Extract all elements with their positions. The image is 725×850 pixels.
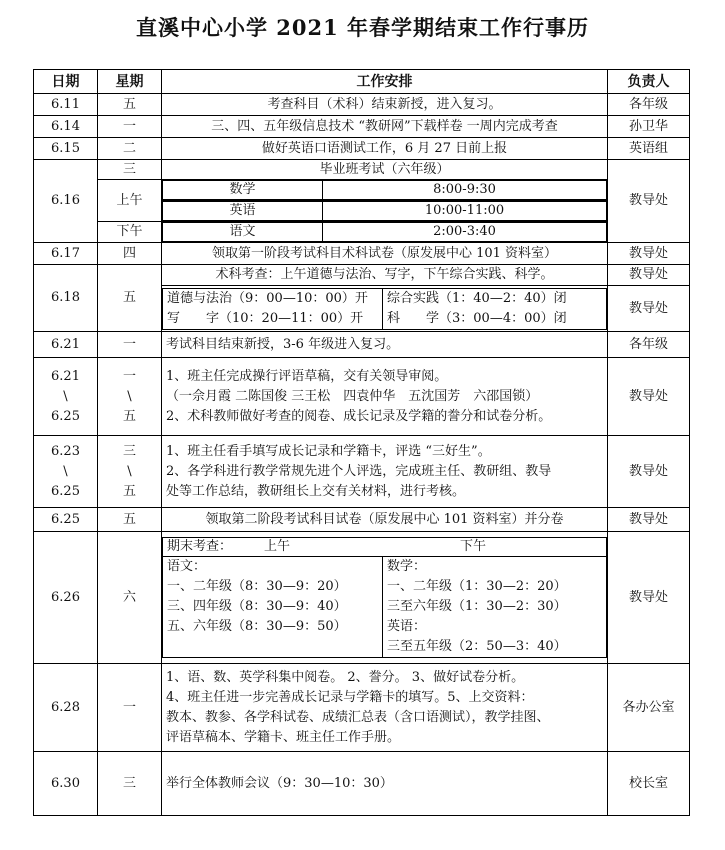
table-row (34, 265, 690, 286)
owner-cell: 各年级 (608, 94, 690, 116)
weekday-cell: 四 (98, 243, 162, 265)
table-row (34, 358, 690, 436)
exam-time: 8:00-9:30 (323, 181, 607, 200)
table-row (34, 332, 690, 358)
table-row (34, 116, 690, 138)
work-cell: 做好英语口语测试工作，6 月 27 日前上报 (162, 138, 608, 160)
morning-exams: 语文： 一、二年级（8：30—9：20） 三、四年级（8：30—9：40） 五、六年级（8：30—9：50） (163, 557, 383, 658)
header-date: 日期 (34, 70, 98, 94)
header-weekday: 星期 (98, 70, 162, 94)
header-work: 工作安排 (162, 70, 608, 94)
exam-subject: 数学 (163, 181, 323, 200)
exam-cell (162, 222, 608, 243)
weekday-cell: 五 (98, 94, 162, 116)
weekday-range-cell: 一 \ 五 (98, 358, 162, 436)
afternoon-exams: 数学： 一、二年级（1：30—2：20） 三至六年级（1：30—2：30） 英语： 三至五年级（2：50—3：40） (383, 557, 607, 658)
exam-subject: 语文 (163, 223, 323, 242)
session-cell: 上午 (98, 180, 162, 222)
weekday-cell: 二 (98, 138, 162, 160)
owner-cell: 教导处 (608, 358, 690, 436)
page-title: 直溪中心小学 2021 年春学期结束工作行事历 (135, 15, 590, 40)
session-cell: 下午 (98, 222, 162, 243)
weekday-cell: 六 (98, 532, 162, 664)
table-row (34, 508, 690, 532)
exam-time: 10:00-11:00 (323, 202, 607, 221)
work-cell: 1、语、数、英学科集中阅卷。 2、誊分。 3、做好试卷分析。 4、班主任进一步完善成长记录与学籍卡的填写。5、上交资料： 教本、教参、各学科试卷、成绩汇总表（含口语测试），教学挂图、 评语草稿本、学籍卡、班主任工作手册。 (162, 664, 608, 752)
exam-cell (162, 180, 608, 201)
work-cell: 1、班主任看手填写成长记录和学籍卡，评选 “三好生”。 2、各学科进行教学常规先进个人评选，完成班主任、教研组、教导 处等工作总结，教研组长上交有关材料，进行考核。 (162, 436, 608, 508)
weekday-cell: 三 (98, 160, 162, 180)
owner-cell: 英语组 (608, 138, 690, 160)
table-row (34, 94, 690, 116)
date-cell: 6.14 (34, 116, 98, 138)
header-owner: 负责人 (608, 70, 690, 94)
table-row (34, 180, 690, 201)
final-exam-cell (162, 532, 608, 664)
afternoon-exams: 综合实践（1：40—2：40）闭 科 学（3：00—4：00）闭 (383, 288, 607, 329)
table-row (34, 243, 690, 265)
date-cell: 6.28 (34, 664, 98, 752)
work-cell: 1、班主任完成操行评语草稿，交有关领导审阅。 （一佘月霞 二陈国俊 三王松 四袁仲华 五沈国芳 六邵国锁） 2、术科教师做好考查的阅卷、成长记录及学籍的誊分和试卷分析。 (162, 358, 608, 436)
table-row (34, 222, 690, 243)
owner-cell: 各年级 (608, 332, 690, 358)
owner-cell: 教导处 (608, 286, 690, 332)
exam-time: 2:00-3:40 (323, 223, 607, 242)
work-cell: 领取第一阶段考试科目术科试卷（原发展中心 101 资料室） (162, 243, 608, 265)
date-cell: 6.26 (34, 532, 98, 664)
table-row (34, 532, 690, 664)
date-cell: 6.18 (34, 265, 98, 332)
date-cell: 6.21 (34, 332, 98, 358)
table-row (34, 436, 690, 508)
date-cell: 6.16 (34, 160, 98, 243)
work-cell: 考查科目（术科）结束新授，进入复习。 (162, 94, 608, 116)
weekday-cell: 一 (98, 116, 162, 138)
date-cell: 6.17 (34, 243, 98, 265)
date-cell: 6.15 (34, 138, 98, 160)
owner-cell: 孙卫华 (608, 116, 690, 138)
date-cell: 6.30 (34, 752, 98, 816)
morning-exams: 道德与法治（9：00—10：00）开 写 字（10：20—11：00）开 (163, 288, 383, 329)
owner-cell: 各办公室 (608, 664, 690, 752)
date-cell: 6.11 (34, 94, 98, 116)
owner-cell: 教导处 (608, 243, 690, 265)
table-row (34, 160, 690, 180)
work-cell: 毕业班考试（六年级） (162, 160, 608, 180)
date-cell: 6.25 (34, 508, 98, 532)
owner-cell: 教导处 (608, 508, 690, 532)
exam-subject: 英语 (163, 202, 323, 221)
owner-cell: 教导处 (608, 436, 690, 508)
weekday-cell: 三 (98, 752, 162, 816)
weekday-cell: 一 (98, 332, 162, 358)
weekday-cell: 一 (98, 664, 162, 752)
owner-cell: 校长室 (608, 752, 690, 816)
work-cell: 三、四、五年级信息技术 “教研网”下载样卷 一周内完成考查 (162, 116, 608, 138)
table-row (34, 138, 690, 160)
owner-cell: 教导处 (608, 532, 690, 664)
weekday-range-cell: 三 \ 五 (98, 436, 162, 508)
table-row (34, 752, 690, 816)
work-cell: 领取第二阶段考试科目试卷（原发展中心 101 资料室）并分卷 (162, 508, 608, 532)
date-range-cell: 6.21 \ 6.25 (34, 358, 98, 436)
work-cell: 举行全体教师会议（9：30—10：30） (162, 752, 608, 816)
work-cell: 术科考查：上午道德与法治、写字，下午综合实践、科学。 (162, 265, 608, 286)
work-cell: 考试科目结束新授，3-6 年级进入复习。 (162, 332, 608, 358)
owner-cell: 教导处 (608, 265, 690, 286)
owner-cell: 教导处 (608, 160, 690, 243)
exam-cell (162, 201, 608, 222)
exam-split-cell (162, 286, 608, 332)
schedule-table (33, 69, 690, 816)
weekday-cell: 五 (98, 265, 162, 332)
header-row (34, 70, 690, 94)
table-row (34, 664, 690, 752)
weekday-cell: 五 (98, 508, 162, 532)
date-range-cell: 6.23 \ 6.25 (34, 436, 98, 508)
final-exam-header: 期末考查： 上午 下午 (163, 538, 607, 557)
